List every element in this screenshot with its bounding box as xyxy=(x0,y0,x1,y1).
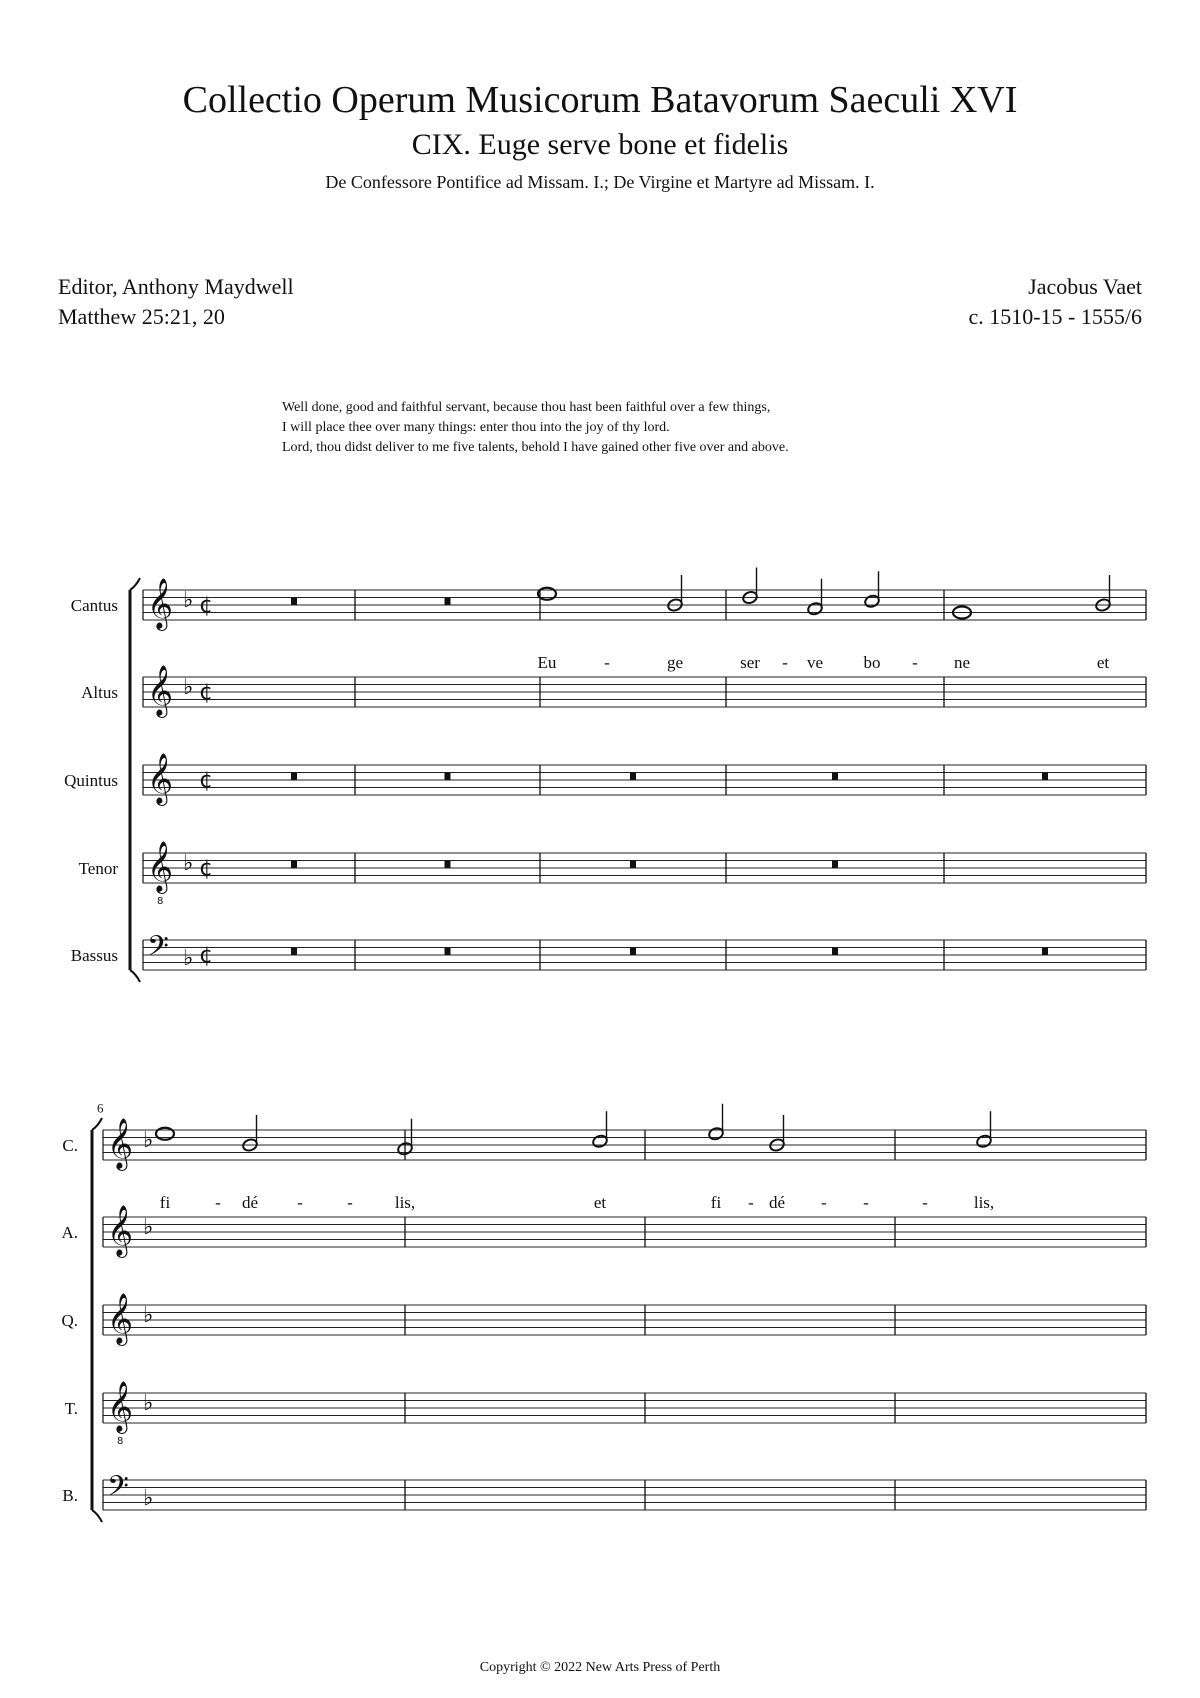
breve-rest xyxy=(630,861,636,869)
treble-clef-icon: 𝄞 xyxy=(107,1293,134,1344)
cut-time-icon: ¢ xyxy=(199,680,213,705)
lyric-syllable: dé xyxy=(768,1193,786,1212)
treble-clef-icon: 𝄞 xyxy=(147,665,174,716)
measure-number: 6 xyxy=(97,1100,104,1116)
lyric-syllable: dé xyxy=(241,1193,259,1212)
bracket-hook xyxy=(130,578,140,590)
staff-1 xyxy=(103,1104,1146,1212)
voice-label: Cantus xyxy=(70,596,118,615)
octave-mark-icon: 8 xyxy=(117,1436,124,1447)
staff-2 xyxy=(143,665,1146,718)
lyric-syllable: ge xyxy=(666,653,684,672)
breve-rest xyxy=(445,861,451,869)
lyric-syllable: - xyxy=(297,1193,303,1212)
flat-icon: ♭ xyxy=(143,1215,154,1240)
lyric-syllable: ser xyxy=(740,653,760,672)
treble-clef-icon: 𝄞 xyxy=(147,753,174,804)
flat-icon: ♭ xyxy=(143,1391,154,1416)
lyric-syllable: fi xyxy=(159,1193,171,1212)
staff-5 xyxy=(143,930,1146,971)
bracket-hook xyxy=(92,1510,102,1522)
cut-time-icon: ¢ xyxy=(199,593,213,618)
lyric-syllable: - xyxy=(347,1193,353,1212)
flat-icon: ♭ xyxy=(183,946,194,971)
flat-icon: ♭ xyxy=(183,588,194,613)
lyric-syllable: - xyxy=(863,1193,869,1212)
lyric-syllable: - xyxy=(912,653,918,672)
lyric-syllable: - xyxy=(604,653,610,672)
treble-clef-icon: 𝄞 xyxy=(107,1118,134,1169)
translation-line: Lord, thou didst deliver to me five talents, behold I have gained other five over and above. xyxy=(282,440,789,455)
voice-label: Q. xyxy=(61,1311,78,1330)
breve-rest xyxy=(445,598,451,606)
lyric-syllable: lis, xyxy=(973,1193,995,1212)
bass-clef-icon: 𝄢 xyxy=(107,1470,129,1510)
voice-label: B. xyxy=(62,1486,78,1505)
flat-icon: ♭ xyxy=(143,1486,154,1511)
lyric-syllable: - xyxy=(821,1193,827,1212)
breve-rest xyxy=(291,598,297,606)
treble-clef-icon: 𝄞 xyxy=(147,841,174,892)
score-title: Collectio Operum Musicorum Batavorum Saeculi XVI xyxy=(182,79,1018,121)
lyric-syllable: ve xyxy=(806,653,824,672)
treble-clef-icon: 𝄞 xyxy=(107,1205,134,1256)
flat-icon: ♭ xyxy=(183,851,194,876)
editor-credit: Editor, Anthony Maydwell xyxy=(58,274,294,299)
translation-line: I will place thee over many things: enter thou into the joy of thy lord. xyxy=(282,420,670,435)
breve-rest xyxy=(630,948,636,956)
staff-1 xyxy=(143,568,1146,673)
breve-rest xyxy=(291,948,297,956)
breve-rest xyxy=(630,773,636,781)
breve-rest xyxy=(832,861,838,869)
translation-line: Well done, good and faithful servant, because thou hast been faithful over a few things, xyxy=(282,400,771,415)
voice-label: Quintus xyxy=(64,771,118,790)
lyric-syllable: - xyxy=(782,653,788,672)
staff-4 xyxy=(143,841,1146,907)
flat-icon: ♭ xyxy=(183,675,194,700)
lyric-syllable: et xyxy=(593,1193,607,1212)
flat-icon: ♭ xyxy=(143,1303,154,1328)
system-1 xyxy=(64,568,1146,983)
voice-label: Altus xyxy=(81,683,118,702)
breve-rest xyxy=(291,773,297,781)
voice-label: Bassus xyxy=(70,946,118,965)
text-source: Matthew 25:21, 20 xyxy=(58,304,225,329)
treble-clef-icon: 𝄞 xyxy=(107,1381,134,1432)
staff-3 xyxy=(103,1293,1146,1346)
breve-rest xyxy=(1042,948,1048,956)
bracket-hook xyxy=(92,1118,102,1130)
breve-rest xyxy=(445,773,451,781)
staff-5 xyxy=(103,1470,1146,1511)
lyric-syllable: - xyxy=(215,1193,221,1212)
piece-title: CIX. Euge serve bone et fidelis xyxy=(411,128,789,161)
cut-time-icon: ¢ xyxy=(199,943,213,968)
breve-rest xyxy=(445,948,451,956)
breve-rest xyxy=(1042,773,1048,781)
liturgical-occasion: De Confessore Pontifice ad Missam. I.; De Virgine et Martyre ad Missam. I. xyxy=(325,172,875,192)
system-2 xyxy=(61,1101,1146,1523)
bracket-hook xyxy=(130,970,140,982)
lyric-syllable: - xyxy=(922,1193,928,1212)
flat-icon: ♭ xyxy=(143,1128,154,1153)
voice-label: A. xyxy=(61,1223,78,1242)
staff-4 xyxy=(103,1381,1146,1447)
lyric-syllable: lis, xyxy=(394,1193,416,1212)
lyric-syllable: - xyxy=(748,1193,754,1212)
lyric-syllable: et xyxy=(1096,653,1110,672)
lyric-syllable: bo xyxy=(863,653,881,672)
voice-label: Tenor xyxy=(78,859,118,878)
bass-clef-icon: 𝄢 xyxy=(147,930,169,970)
composer-name: Jacobus Vaet xyxy=(1028,274,1142,299)
voice-label: T. xyxy=(64,1399,78,1418)
breve-rest xyxy=(291,861,297,869)
copyright-notice: Copyright © 2022 New Arts Press of Perth xyxy=(479,1660,721,1675)
breve-rest xyxy=(832,773,838,781)
cut-time-icon: ¢ xyxy=(199,856,213,881)
composer-dates: c. 1510-15 - 1555/6 xyxy=(968,304,1142,329)
staff-3 xyxy=(143,753,1146,806)
octave-mark-icon: 8 xyxy=(157,896,164,907)
treble-clef-icon: 𝄞 xyxy=(147,578,174,629)
cut-time-icon: ¢ xyxy=(199,768,213,793)
lyric-syllable: fi xyxy=(710,1193,722,1212)
staff-2 xyxy=(103,1205,1146,1258)
voice-label: C. xyxy=(62,1136,78,1155)
lyric-syllable: ne xyxy=(953,653,971,672)
breve-rest xyxy=(832,948,838,956)
lyric-syllable: Eu xyxy=(537,653,557,672)
